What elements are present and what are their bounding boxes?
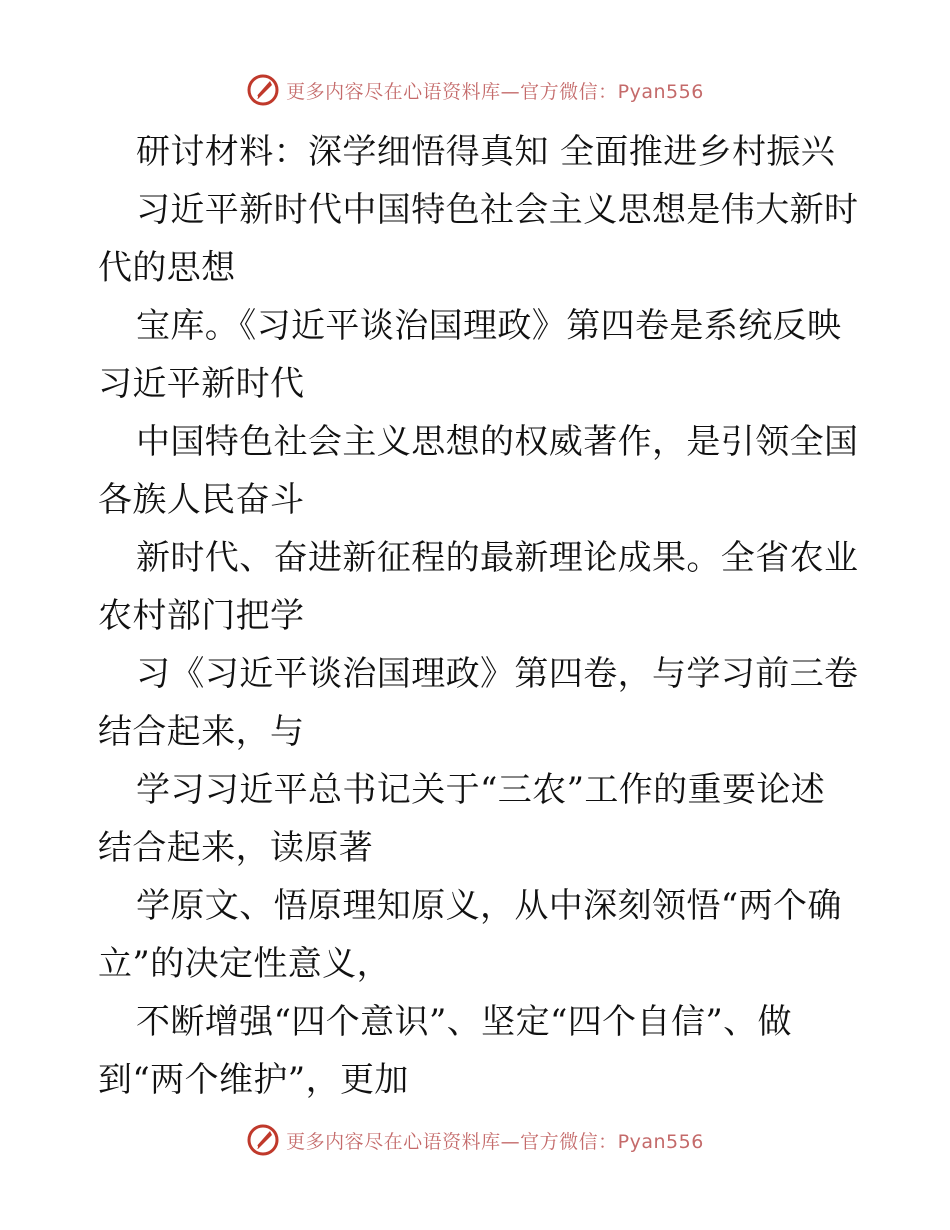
text-line: 学习习近平总书记关于“三农”工作的重要论述 bbox=[136, 770, 826, 810]
text-line: 各族人民奋斗 bbox=[98, 480, 305, 520]
text-line: 学原文、悟原理知原义，从中深刻领悟“两个确 bbox=[136, 886, 842, 926]
text-line: 中国特色社会主义思想的权威著作，是引领全国 bbox=[136, 422, 858, 462]
text-line: 习近平新时代中国特色社会主义思想是伟大新时 bbox=[136, 190, 858, 230]
text-line: 农村部门把学 bbox=[98, 596, 305, 636]
text-line: 立”的决定性意义， bbox=[98, 944, 391, 984]
feather-logo-icon bbox=[246, 1123, 280, 1157]
text-line: 习近平新时代 bbox=[98, 364, 305, 404]
watermark-text: 更多内容尽在心语资料库—官方微信：Pyan556 bbox=[286, 1130, 704, 1153]
feather-logo-icon bbox=[246, 73, 280, 107]
header-watermark bbox=[0, 70, 950, 110]
text-line: 不断增强“四个意识”、坚定“四个自信”、做 bbox=[136, 1002, 792, 1042]
text-line: 研讨材料：深学细悟得真知 全面推进乡村振兴 bbox=[136, 132, 836, 172]
text-line: 宝库。《习近平谈治国理政》第四卷是系统反映 bbox=[136, 306, 842, 346]
text-line: 代的思想 bbox=[98, 248, 236, 288]
text-line: 结合起来，与 bbox=[98, 712, 305, 752]
text-line: 新时代、奋进新征程的最新理论成果。全省农业 bbox=[136, 538, 858, 578]
footer-watermark bbox=[0, 1120, 950, 1160]
watermark-text: 更多内容尽在心语资料库—官方微信：Pyan556 bbox=[286, 80, 704, 103]
text-line: 结合起来，读原著 bbox=[98, 828, 374, 868]
text-line: 到“两个维护”，更加 bbox=[98, 1060, 409, 1100]
document-body bbox=[98, 123, 858, 1109]
text-line: 习《习近平谈治国理政》第四卷，与学习前三卷 bbox=[136, 654, 858, 694]
